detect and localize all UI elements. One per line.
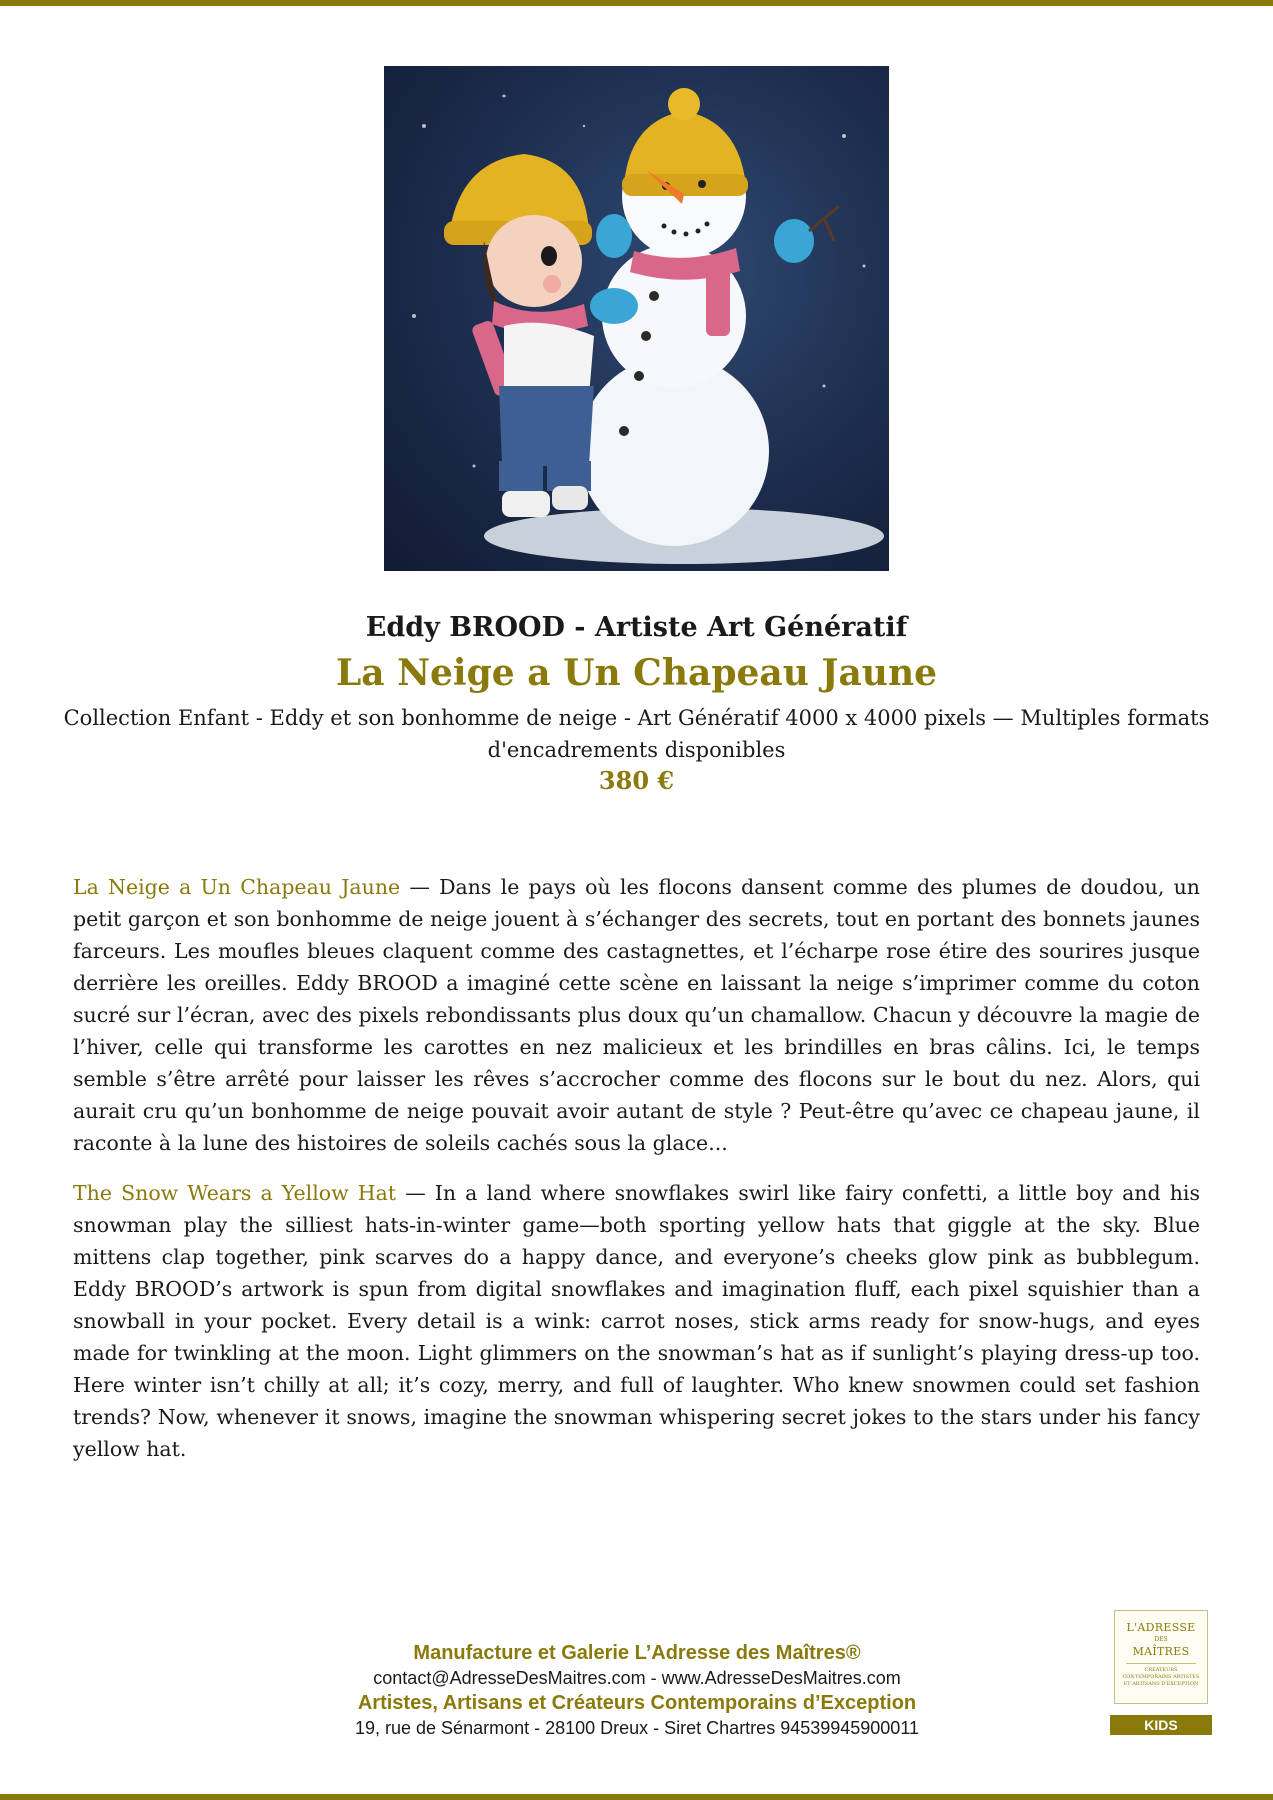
artist-name: Eddy BROOD - Artiste Art Génératif: [365, 612, 908, 643]
footer-contact: contact@AdresseDesMaitres.com - www.AdresseDesMaitres.com: [373, 1668, 901, 1688]
kids-badge: KIDS: [1110, 1715, 1212, 1735]
gallery-logo: [1114, 1610, 1208, 1704]
logo-line-1: L'ADRESSE: [1126, 1621, 1196, 1634]
description-fr-body: — Dans le pays où les flocons dansent comme des plumes de doudou, un petit garçon et son bonhomme de neige jouent à s’échanger des secrets, tout en portant des bonnets jaunes farceurs. Les moufles bleues claquent comme des castagnettes, et l’écharpe rose étire des sourires jusque derrière les oreilles. Eddy BROOD a imaginé cette scène en laissant la neige s’imprimer comme du coton sucré sur l’écran, avec des pixels rebondissants plus doux qu’un chamallow. Chacun y découvre la magie de l’hiver, celle qui transforme les carottes en nez malicieux et les brindilles en bras câlins. Ici, le temps semble s’être arrêté pour laisser les rêves s’accrocher comme des flocons sur le bout du nez. Alors, qui aurait cru qu’un bonhomme de neige pouvait avoir autant de style ? Peut-être qu’avec ce chapeau jaune, il raconte à la lune des histoires de soleils cachés sous la glace...: [73, 875, 1200, 1155]
artwork-title: La Neige a Un Chapeau Jaune: [335, 652, 938, 694]
top-border-bar: [0, 0, 1273, 6]
footer-address: 19, rue de Sénarmont - 28100 Dreux - Siret Chartres 94539945900011: [354, 1718, 920, 1738]
description-en-body: — In a land where snowflakes swirl like fairy confetti, a little boy and his snowman play the silliest hats-in-winter game—both sporting yellow hats that giggle at the sky. Blue mittens clap together, pink scarves do a happy dance, and everyone’s cheeks glow pink as bubblegum. Eddy BROOD’s artwork is spun from digital snowflakes and imagination fluff, each pixel squishier than a snowball in your pocket. Every detail is a wink: carrot noses, stick arms ready for snow-hugs, and eyes made for twinkling at the moon. Light glimmers on the snowman’s hat as if sunlight’s playing dress-up too. Here winter isn’t chilly at all; it’s cozy, merry, and full of laughter. Who knew snowmen could set fashion trends? Now, whenever it snows, imagine the snowman whispering secret jokes to the stars under his fancy yellow hat.: [73, 1181, 1201, 1461]
description-en: [73, 1177, 1200, 1465]
logo-line-2: DES: [1154, 1636, 1168, 1643]
artwork-illustration: [384, 66, 889, 571]
artwork-image: [384, 66, 889, 571]
logo-line-3: MAÎTRES: [1132, 1645, 1190, 1658]
footer-company: Manufacture et Galerie L’Adresse des Maîtres®: [413, 1642, 861, 1664]
footer: [237, 1640, 1037, 1740]
description-fr-lead: La Neige a Un Chapeau Jaune: [73, 875, 401, 899]
price: 380 €: [598, 766, 675, 795]
bottom-border-bar: [0, 1794, 1273, 1800]
artwork-subtitle: Collection Enfant - Eddy et son bonhomme de neige - Art Génératif 4000 x 4000 pixels — Multiples formats d'encadrements disponibles: [63, 706, 1210, 762]
logo-divider: [1126, 1663, 1196, 1664]
logo-line-4: CRÉATEURS CONTEMPORAINS ARTISTES ET ARTISANS D'EXCEPTION: [1122, 1667, 1200, 1687]
footer-tagline: Artistes, Artisans et Créateurs Contemporains d’Exception: [357, 1692, 917, 1714]
description-fr: [73, 871, 1200, 1159]
description-en-lead: The Snow Wears a Yellow Hat: [73, 1181, 397, 1205]
